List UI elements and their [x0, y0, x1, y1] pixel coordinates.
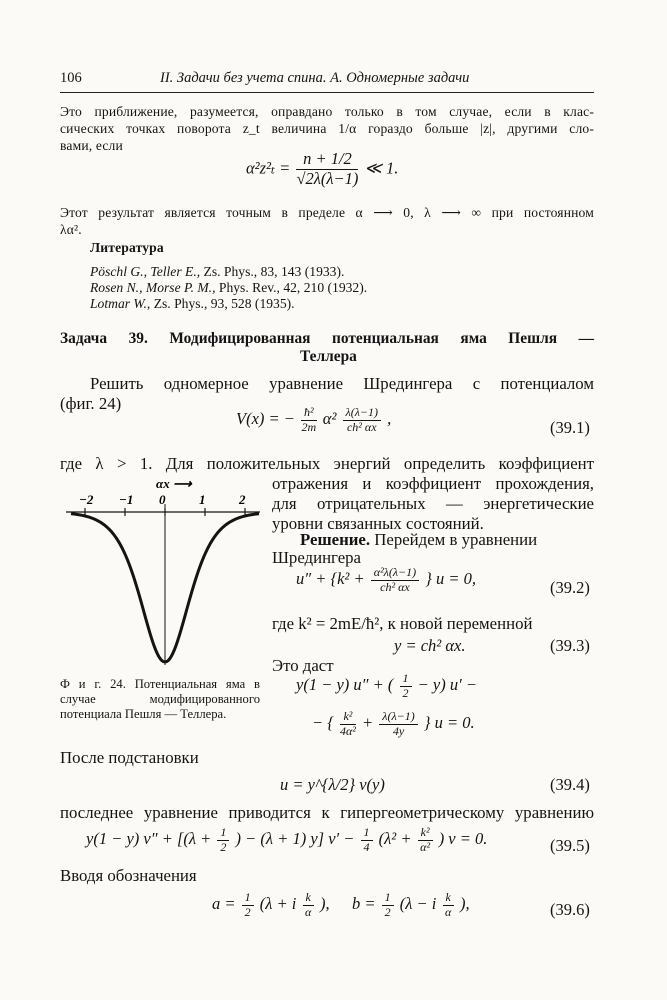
eq-denominator: 2 — [384, 904, 391, 919]
eq-rhs: } u = 0. — [423, 713, 475, 733]
intro-line-1: Это приближение, разумеется, оправдано только в том случае, если в клас- — [60, 104, 594, 119]
reference-source: Phys. Rev., 42, 210 (1932). — [215, 280, 368, 295]
eq-denominator: ch² αx — [380, 579, 410, 594]
reference-authors: Lotmar W., — [90, 296, 151, 311]
eq-fraction-lambda — [343, 406, 381, 435]
eq-part: y(1 − y) v″ + [(λ + — [86, 829, 212, 849]
equation-39-3: y = ch² αx. — [394, 636, 466, 655]
problem-title-line-1: Задача 39. Модифицированная потенциальная яма Пешля — — [60, 330, 594, 347]
problem-text-line-3: где λ > 1. Для положительных энергий определить коэффициент — [60, 454, 594, 473]
eq-denominator: 2 — [244, 904, 251, 919]
equation-turning-point — [246, 150, 398, 189]
eq-denominator: 2 — [402, 685, 409, 700]
eq-lhs: V(x) = − — [236, 409, 295, 429]
solution-line-6: последнее уравнение приводится к гипергеометрическому уравнению — [60, 803, 594, 822]
eq-part: (λ² + — [378, 829, 412, 849]
eq-lhs: α²z²ₜ = — [246, 158, 291, 178]
eq-numerator: k² — [418, 826, 433, 841]
eq-fraction-k — [303, 891, 314, 920]
eq-denominator: 4α² — [339, 723, 356, 738]
running-title: II. Задачи без учета спина. А. Одномерные задачи — [160, 70, 470, 86]
equation-39-5 — [86, 826, 487, 855]
equation-number-39-4: (39.4) — [550, 775, 590, 794]
eq-denominator: 4 — [363, 839, 370, 854]
eq-fraction-2 — [379, 710, 417, 739]
eq-numerator: k — [303, 891, 314, 906]
solution-label: Решение. — [300, 530, 371, 549]
equation-39-1 — [236, 406, 391, 435]
tick-label: 0 — [159, 492, 166, 507]
solution-line-4: Это даст — [272, 656, 334, 675]
problem-text-line-6: уровни связанных состояний. — [272, 514, 484, 533]
intro-line-3: вами, если — [60, 138, 123, 153]
page-number: 106 — [60, 70, 82, 86]
eq-numerator: λ(λ−1) — [343, 406, 381, 421]
equation-39-4: u = y^{λ/2} v(y) — [280, 775, 385, 794]
equation-number-39-1: (39.1) — [550, 418, 590, 437]
eq-part: (λ + i — [259, 894, 297, 914]
eq-lhs: b = — [352, 894, 376, 914]
problem-text-line-1: Решить одномерное уравнение Шредингера с потенциалом — [90, 374, 594, 393]
eq-fraction-half — [242, 891, 254, 920]
tick-label: −2 — [79, 492, 94, 507]
eq-numerator: α²λ(λ−1) — [371, 566, 419, 581]
reference-source: Zs. Phys., 83, 143 (1933). — [200, 264, 345, 279]
equation-number-39-5: (39.5) — [550, 836, 590, 855]
eq-numerator: 1 — [382, 891, 394, 906]
eq-denominator: √2λ(λ−1) — [296, 168, 359, 188]
eq-fraction-1 — [340, 710, 356, 739]
reference-authors: Rosen N., Morse P. M., — [90, 280, 216, 295]
eq-lhs: u″ + {k² + — [296, 569, 365, 589]
tick-label: 2 — [239, 492, 246, 507]
eq-numerator: λ(λ−1) — [379, 710, 417, 725]
eq-denominator: α² — [420, 839, 431, 854]
problem-text-line-2: (фиг. 24) — [60, 394, 122, 413]
eq-part: (λ − i — [399, 894, 437, 914]
eq-denominator: 2 — [220, 839, 227, 854]
eq-numerator: 1 — [361, 826, 373, 841]
eq-denominator: 2m — [301, 419, 317, 434]
eq-alpha-squared: α² — [322, 409, 337, 429]
solution-line-5: После подстановки — [60, 748, 199, 767]
eq-numerator: 1 — [242, 891, 254, 906]
eq-plus: + — [362, 713, 374, 733]
eq-numerator: 1 — [400, 672, 412, 687]
figure-caption: Ф и г. 24. Потенциальная яма в случае модифицированного потенциала Пешля — Теллера. — [60, 677, 260, 722]
equation-39-6-a — [212, 891, 330, 920]
eq-numerator: n + 1/2 — [296, 150, 358, 170]
eq-fraction-1 — [217, 826, 229, 855]
eq-rhs: ≪ 1. — [364, 158, 399, 178]
eq-fraction-2 — [361, 826, 373, 855]
reference-3 — [90, 296, 295, 312]
intro-line-5: λα². — [60, 222, 82, 237]
eq-fraction — [296, 150, 358, 189]
solution-line-2: Шредингера — [272, 548, 361, 567]
eq-fraction — [400, 672, 412, 701]
equation-number-39-3: (39.3) — [550, 636, 590, 655]
axis-label: αx ⟶ — [156, 476, 192, 491]
eq-fraction-hbar — [301, 406, 317, 435]
reference-source: Zs. Phys., 93, 528 (1935). — [150, 296, 295, 311]
equation-number-39-2: (39.2) — [550, 578, 590, 597]
potential-well-figure — [60, 470, 270, 675]
equation-39-6-b — [352, 891, 470, 920]
solution-line-1 — [300, 530, 537, 550]
eq-numerator: k — [443, 891, 454, 906]
header-rule — [60, 92, 594, 93]
equation-a-line-2 — [312, 710, 475, 739]
solution-line-3: где k² = 2mE/ħ², к новой переменной — [272, 614, 533, 633]
reference-2 — [90, 280, 367, 296]
eq-denominator: 4y — [392, 723, 405, 738]
tick-label: 1 — [199, 492, 206, 507]
eq-denominator: α — [305, 904, 312, 919]
eq-part: ), — [459, 894, 470, 914]
equation-a-line-1 — [296, 672, 477, 701]
eq-denominator: ch² αx — [346, 419, 377, 434]
eq-rhs: } u = 0, — [425, 569, 477, 589]
solution-line-7: Вводя обозначения — [60, 866, 197, 885]
literature-heading: Литература — [90, 240, 164, 255]
problem-title-line-2: Теллера — [300, 348, 357, 365]
reference-1 — [90, 264, 344, 280]
eq-fraction-half — [382, 891, 394, 920]
eq-numerator: k² — [340, 710, 356, 725]
intro-line-4: Этот результат является точным в пределе α ⟶ 0, λ ⟶ ∞ при постоянном — [60, 205, 594, 220]
equation-39-2 — [296, 566, 476, 595]
eq-lhs: y(1 − y) u″ + ( — [296, 675, 394, 695]
eq-numerator: 1 — [217, 826, 229, 841]
eq-rhs: − y) u′ − — [417, 675, 477, 695]
problem-text-line-5: для отрицательных — энергетические — [272, 494, 594, 513]
eq-lhs: a = — [212, 894, 236, 914]
intro-line-2: сических точках поворота z_t величина 1/α гораздо больше |z|, другими сло- — [60, 121, 594, 136]
eq-fraction-3 — [418, 826, 433, 855]
eq-part: ), — [319, 894, 330, 914]
eq-part: ) − (λ + 1) y] v′ − — [235, 829, 355, 849]
eq-part: ) v = 0. — [438, 829, 488, 849]
problem-text-line-4: отражения и коэффициент прохождения, — [272, 474, 594, 493]
eq-lhs: − { — [312, 713, 334, 733]
equation-number-39-6: (39.6) — [550, 900, 590, 919]
eq-denominator: α — [445, 904, 452, 919]
solution-text: Перейдем в уравнении — [370, 530, 538, 549]
eq-numerator: ħ² — [301, 406, 317, 421]
tick-label: −1 — [119, 492, 134, 507]
eq-comma: , — [387, 409, 392, 429]
reference-authors: Pöschl G., Teller E., — [90, 264, 201, 279]
eq-fraction — [371, 566, 419, 595]
eq-fraction-k — [443, 891, 454, 920]
